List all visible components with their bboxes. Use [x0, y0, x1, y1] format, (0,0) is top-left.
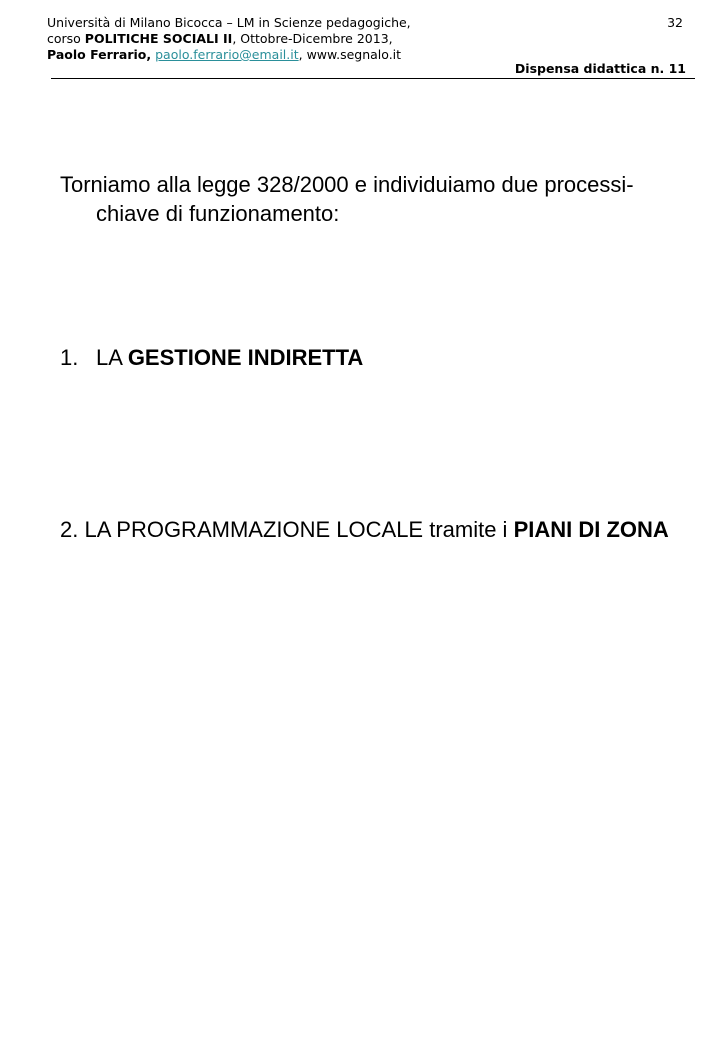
header-website: , www.segnalo.it [298, 47, 402, 62]
header-info [47, 15, 411, 63]
list-item-gestione [60, 343, 696, 372]
page-number: 32 [667, 15, 683, 30]
list-item-bold: GESTIONE INDIRETTA [127, 345, 364, 370]
page-header [47, 14, 695, 80]
header-course-line [47, 31, 411, 47]
dispensa-label: Dispensa didattica n. 11 [514, 61, 686, 76]
list-item-text: 2. LA PROGRAMMAZIONE LOCALE tramite i [60, 517, 514, 542]
header-author: Paolo Ferrario, [47, 47, 152, 62]
intro-paragraph: Torniamo alla legge 328/2000 e individuiamo due processi-chiave di funzionamento: [60, 172, 634, 226]
header-divider [51, 78, 695, 79]
header-author-line [47, 47, 411, 63]
header-course-prefix: corso [47, 31, 85, 46]
list-item-number: 1. [60, 345, 79, 370]
list-item-programmazione [60, 515, 696, 544]
list-item-bold-piani: PIANI DI ZONA [513, 517, 669, 542]
header-course-name: POLITICHE SOCIALI II [84, 31, 233, 46]
header-university: Università di Milano Bicocca – LM in Scienze pedagogiche, [47, 15, 411, 30]
header-email-link[interactable]: paolo.ferrario@email.it [155, 47, 299, 62]
list-item-prefix: LA [96, 345, 128, 370]
header-course-period: , Ottobre-Dicembre 2013, [232, 31, 393, 46]
